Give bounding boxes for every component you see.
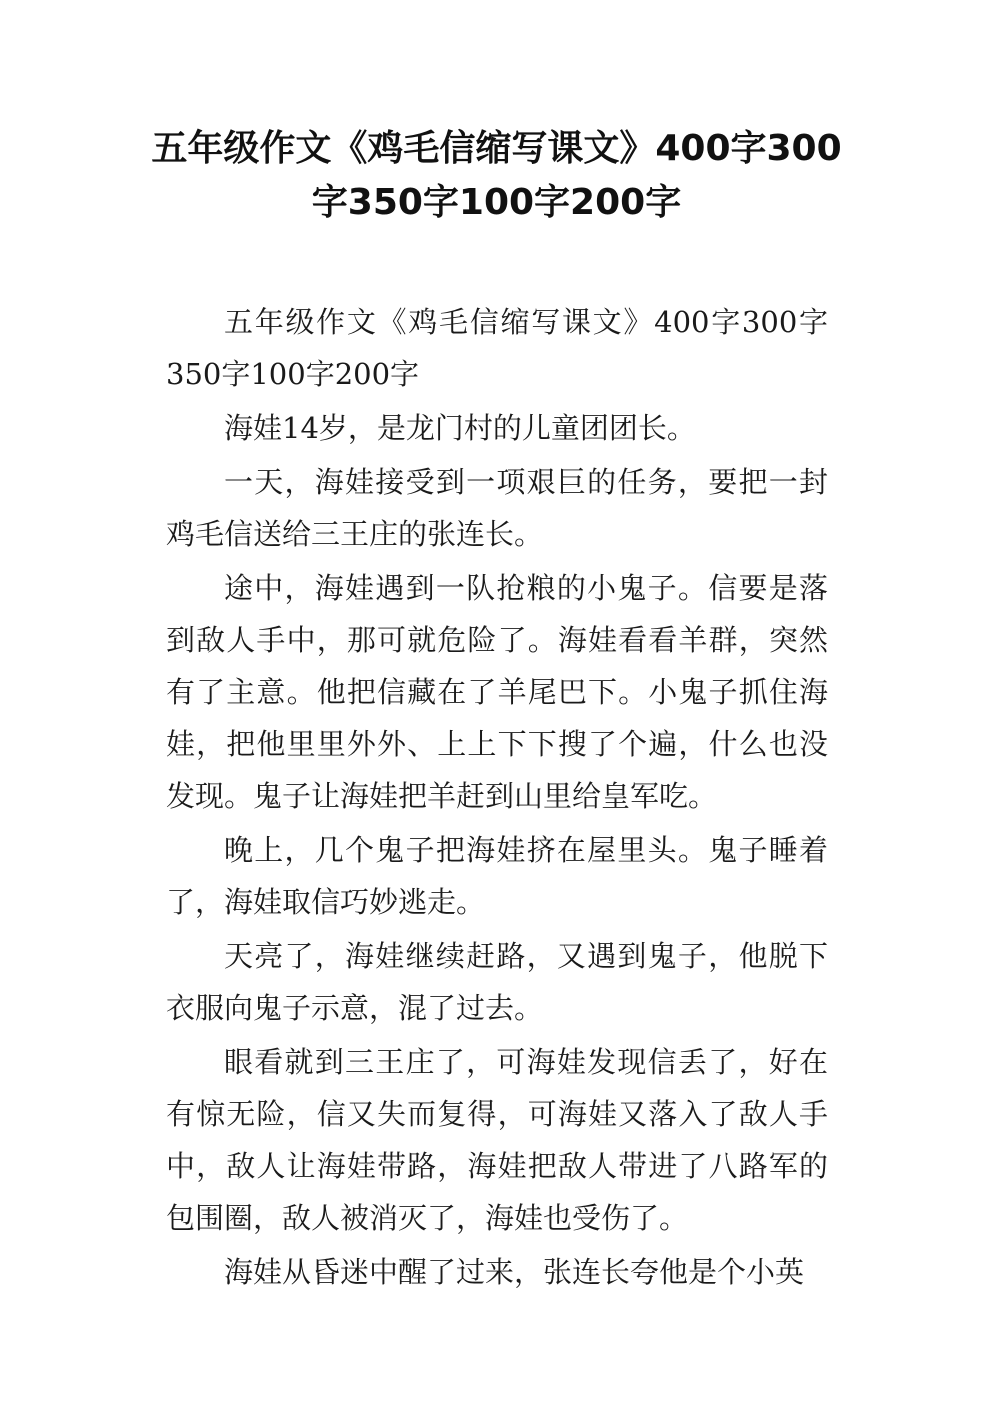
document-body: [166, 296, 828, 1300]
paragraph: 晚上，几个鬼子把海娃挤在屋里头。鬼子睡着了，海娃取信巧妙逃走。: [166, 833, 828, 919]
paragraph: 五年级作文《鸡毛信缩写课文》400字300字350字100字200字: [166, 305, 828, 391]
paragraph: 天亮了，海娃继续赶路，又遇到鬼子，他脱下衣服向鬼子示意，混了过去。: [166, 939, 828, 1025]
paragraph: 海娃14岁，是龙门村的儿童团团长。: [224, 411, 696, 445]
paragraph: 眼看就到三王庄了，可海娃发现信丢了，好在有惊无险，信又失而复得，可海娃又落入了敌人手中，敌人让海娃带路，海娃把敌人带进了八路军的包围圈，敌人被消灭了，海娃也受伤了。: [166, 1045, 828, 1235]
paragraph: 途中，海娃遇到一队抢粮的小鬼子。信要是落到敌人手中，那可就危险了。海娃看看羊群，突然有了主意。他把信藏在了羊尾巴下。小鬼子抓住海娃，把他里里外外、上上下下搜了个遍，什么也没发现。鬼子让海娃把羊赶到山里给皇军吃。: [166, 571, 828, 813]
paragraph: 海娃从昏迷中醒了过来，张连长夸他是个小英: [224, 1255, 805, 1289]
document-title: 五年级作文《鸡毛信缩写课文》400字300字350字100字200字: [151, 128, 842, 223]
paragraph: 一天，海娃接受到一项艰巨的任务，要把一封鸡毛信送给三王庄的张连长。: [166, 465, 828, 551]
